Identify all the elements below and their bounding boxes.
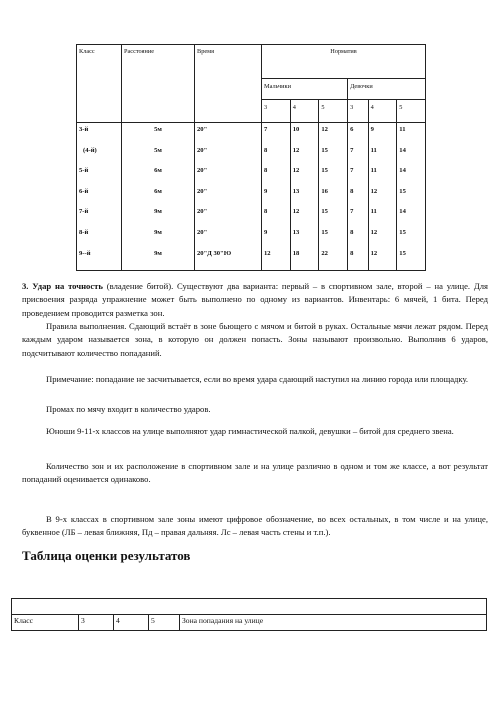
- class-cell: 5-й: [79, 167, 89, 175]
- time-cell: 20": [197, 126, 208, 133]
- header-norms: Норматив: [262, 45, 426, 79]
- results-table-title: Таблица оценки результатов: [22, 548, 191, 563]
- class-cell: 3-й: [79, 126, 89, 133]
- distance-cell: 9м: [154, 228, 162, 236]
- distance-cell: 9м: [154, 208, 162, 216]
- time-cell: 20": [197, 146, 208, 154]
- norm-cell: 12: [292, 167, 300, 175]
- results-header-grade: 3: [79, 615, 114, 631]
- norm-cell: 12: [292, 146, 300, 154]
- norm-cell: 8: [350, 228, 354, 236]
- norm-cell: 16: [321, 187, 328, 195]
- norm-cell: 13: [292, 228, 300, 236]
- table-row: [12, 615, 487, 631]
- time-cell: 20": [197, 187, 208, 195]
- norm-cell: 6: [350, 126, 354, 133]
- paragraph-text: (владение битой). Существуют два варианта: первый – в спортивном зале, второй – на улице. Для присвоения разряда упражнение может быть выполнено по одному из вариантов. Инвентарь: 6 мячей, 1 бита. Перед проведением проводится разметка зон.: [22, 281, 489, 318]
- girls-5-column: [397, 123, 426, 271]
- norm-cell: 15: [399, 249, 406, 257]
- class-cell: 9--й: [79, 249, 91, 257]
- header-boys: Мальчики: [262, 79, 348, 100]
- class-cell: (4-й): [83, 146, 97, 154]
- norm-cell: 7: [350, 167, 354, 175]
- norm-cell: 12: [370, 228, 378, 236]
- distance-cell: 6м: [154, 167, 162, 175]
- norm-cell: 9: [264, 228, 268, 236]
- results-header-grade: 5: [149, 615, 180, 631]
- boys-5-column: [319, 123, 348, 271]
- boys-3-column: [262, 123, 291, 271]
- paragraph-miss: Промах по мячу входит в количество ударов.: [46, 404, 211, 414]
- paragraph-zone-labels: В 9-х классах в спортивном зале зоны имеют цифровое обозначение, во всех остальных, в том числе и на улице, буквенное (ЛБ – левая ближняя, Пд – правая дальняя. Лс – левая часть стены и т.п.).: [22, 514, 488, 538]
- norm-cell: 9: [264, 187, 268, 195]
- grade-header: 3: [262, 100, 291, 123]
- time-column: [195, 123, 262, 271]
- paragraph-accuracy-intro: [22, 280, 488, 320]
- grade-header: 3: [348, 100, 369, 123]
- norm-cell: 12: [292, 208, 300, 216]
- norm-cell: 8: [350, 249, 354, 257]
- empty-row-cell: [12, 599, 487, 615]
- norm-cell: 13: [292, 187, 300, 195]
- class-cell: 6-й: [79, 187, 89, 195]
- girls-4-column: [368, 123, 397, 271]
- paragraph-boys-girls: Юноши 9-11-х классов на улице выполняют удар гимнастической палкой, девушки – битой для среднего звена.: [46, 426, 454, 436]
- norm-cell: 12: [370, 187, 378, 195]
- table-row: [12, 599, 487, 615]
- norm-cell: 8: [264, 208, 268, 216]
- norm-cell: 15: [321, 208, 328, 216]
- distance-cell: 5м: [154, 146, 162, 154]
- norm-cell: 8: [264, 146, 268, 154]
- norm-cell: 14: [399, 208, 406, 216]
- norm-cell: 10: [292, 126, 300, 133]
- class-column: [77, 123, 122, 271]
- norm-cell: 7: [264, 126, 268, 133]
- norm-cell: 12: [370, 249, 378, 257]
- distance-cell: 6м: [154, 187, 162, 195]
- boys-4-column: [290, 123, 319, 271]
- norm-cell: 15: [321, 167, 328, 175]
- norm-cell: 18: [292, 249, 300, 257]
- norm-cell: 7: [350, 208, 354, 216]
- class-cell: 8-й: [79, 228, 89, 236]
- grade-header: 4: [290, 100, 319, 123]
- header-girls: Девочки: [348, 79, 426, 100]
- results-table: [11, 598, 487, 631]
- norm-cell: 9: [370, 126, 374, 133]
- norms-table: [76, 44, 426, 271]
- grade-header: 5: [397, 100, 426, 123]
- norm-cell: 8: [350, 187, 354, 195]
- header-distance: Расстояние: [122, 45, 195, 123]
- results-header-grade: 4: [114, 615, 149, 631]
- header-class: Класс: [77, 45, 122, 123]
- norm-cell: 14: [399, 146, 406, 154]
- paragraph-note: Примечание: попадание не засчитывается, если во время удара сдающий наступил на линию города или площадку.: [46, 374, 469, 384]
- grade-header: 4: [368, 100, 397, 123]
- norm-cell: 8: [264, 167, 268, 175]
- section-heading: 3. Удар на точность: [22, 281, 103, 291]
- norm-cell: 15: [399, 187, 406, 195]
- norm-cell: 15: [399, 228, 406, 236]
- paragraph-rules: Правила выполнения. Сдающий встаёт в зоне бьющего с мячом и битой в руках. Остальные мячи лежат рядом. Перед каждым ударом называется зона, в которую он должен попасть. Зоны называют произвольно. Выполнив 6 ударов, подсчитывают количество попаданий.: [22, 321, 488, 358]
- header-time: Время: [195, 45, 262, 123]
- norm-cell: 12: [264, 249, 271, 257]
- norm-cell: 15: [321, 146, 328, 154]
- distance-column: [122, 123, 195, 271]
- norm-cell: 7: [350, 146, 354, 154]
- norm-cell: 11: [399, 126, 406, 133]
- norm-cell: 11: [370, 208, 377, 216]
- distance-cell: 5м: [154, 126, 162, 133]
- time-cell: 20"Д 30"Ю: [197, 249, 232, 257]
- time-cell: 20": [197, 208, 208, 216]
- results-header-zone: Зона попадания на улице: [180, 615, 487, 631]
- class-cell: 7-й: [79, 208, 89, 216]
- norm-cell: 15: [321, 228, 328, 236]
- norm-cell: 11: [370, 167, 377, 175]
- results-header-class: Класс: [12, 615, 79, 631]
- paragraph-zones: Количество зон и их расположение в спортивном зале и на улице различно в одном и том же классе, а вот результат попаданий оценивается одинаково.: [22, 461, 488, 485]
- distance-cell: 9м: [154, 249, 162, 257]
- girls-3-column: [348, 123, 369, 271]
- time-cell: 20": [197, 167, 208, 175]
- norm-cell: 12: [321, 126, 328, 133]
- norm-cell: 14: [399, 167, 406, 175]
- time-cell: 20": [197, 228, 208, 236]
- norm-cell: 11: [370, 146, 377, 154]
- grade-header: 5: [319, 100, 348, 123]
- norm-cell: 22: [321, 249, 328, 257]
